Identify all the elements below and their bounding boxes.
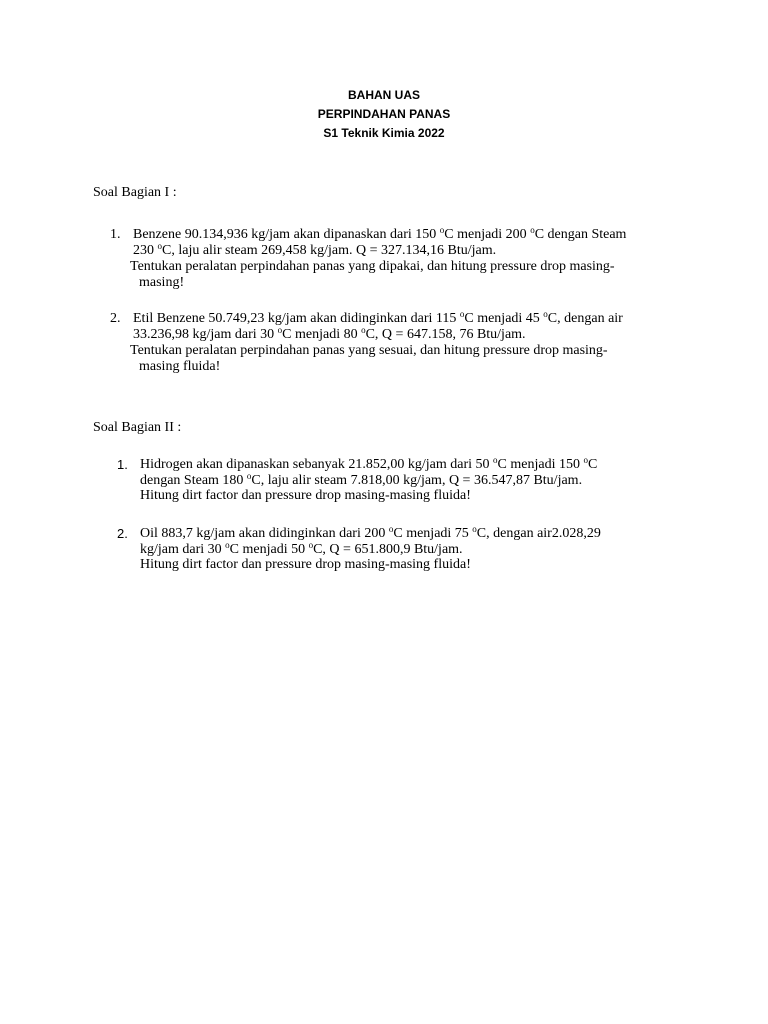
question-line-2: kg/jam dari 30 $^o$C menjadi 50 $^o$C, Q = 651.800,9 Btu/jam. xyxy=(140,539,463,557)
question-line-3: Tentukan peralatan perpindahan panas yang sesuai, dan hitung pressure drop masing- xyxy=(130,343,608,358)
degree-mark: o xyxy=(530,225,535,235)
question-line-3: Tentukan peralatan perpindahan panas yang dipakai, dan hitung pressure drop masing- xyxy=(130,259,615,274)
question-line-1: Hidrogen akan dipanaskan sebanyak 21.852,00 kg/jam dari 50 $^o$C menjadi 150 $^o$C xyxy=(140,455,598,472)
section-1-question-1 xyxy=(110,225,693,291)
section-2-question-2 xyxy=(117,524,674,573)
degree-mark: o xyxy=(459,309,465,319)
question-line-2: 230 $^o$C, laju alir steam 269,458 kg/jam. Q = 327.134,16 Btu/jam. xyxy=(133,241,497,258)
question-number: 1. xyxy=(117,457,128,472)
question-line-4: masing! xyxy=(139,275,185,290)
question-number: 2. xyxy=(117,526,128,541)
degree-mark: o xyxy=(277,325,283,335)
question-number: 2. xyxy=(110,311,121,326)
question-line-1: Benzene 90.134,936 kg/jam akan dipanaskan dari 150 $^o$C menjadi 200 $^o$C dengan Steam xyxy=(133,225,627,242)
section-2-question-1 xyxy=(117,455,674,504)
document-header xyxy=(0,86,768,143)
degree-mark: o xyxy=(246,470,252,481)
degree-mark: o xyxy=(361,325,366,335)
section-2-title: Soal Bagian II : xyxy=(93,420,182,435)
header-course: PERPINDAHAN PANAS xyxy=(317,107,451,121)
header-program: S1 Teknik Kimia 2022 xyxy=(323,126,445,140)
degree-mark: o xyxy=(583,455,588,465)
degree-mark: o xyxy=(543,309,548,319)
degree-mark: o xyxy=(439,225,445,235)
degree-mark: o xyxy=(388,524,394,534)
degree-mark: o xyxy=(225,539,230,550)
degree-mark: o xyxy=(157,241,162,251)
question-line-2: dengan Steam 180 $^o$C, laju alir steam 7.818,00 kg/jam, Q = 36.547,87 Btu/jam. xyxy=(140,470,583,488)
section-1-question-2 xyxy=(110,309,693,375)
degree-mark: o xyxy=(493,455,498,465)
question-line-1: Oil 883,7 kg/jam akan didinginkan dari 200 $^o$C menjadi 75 $^o$C, dengan air2.028,29 xyxy=(140,524,601,541)
degree-mark: o xyxy=(308,539,314,550)
question-line-4: masing fluida! xyxy=(139,359,221,374)
question-line-1: Etil Benzene 50.749,23 kg/jam akan didinginkan dari 115 $^o$C menjadi 45 $^o$C, dengan air xyxy=(133,309,623,326)
degree-mark: o xyxy=(472,524,477,534)
header-title: BAHAN UAS xyxy=(348,88,420,102)
question-line-2: 33.236,98 kg/jam dari 30 $^o$C menjadi 80 $^o$C, Q = 647.158, 76 Btu/jam. xyxy=(133,325,526,342)
question-line-3: Hitung dirt factor dan pressure drop masing-masing fluida! xyxy=(140,557,471,572)
question-line-3: Hitung dirt factor dan pressure drop masing-masing fluida! xyxy=(140,488,471,503)
question-number: 1. xyxy=(110,227,121,242)
section-1-title: Soal Bagian I : xyxy=(93,185,177,200)
